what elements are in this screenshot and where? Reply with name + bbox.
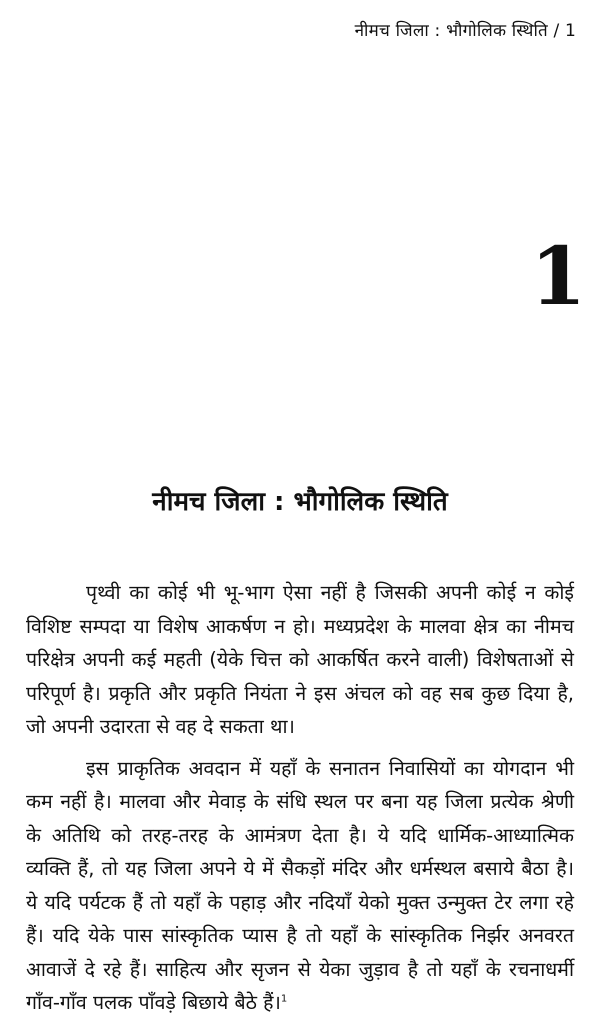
running-header: नीमच जिला : भौगोलिक स्थिति / 1 [354,21,576,41]
chapter-title: नीमच जिला : भौगोलिक स्थिति [152,487,448,517]
paragraph-2 [26,752,574,1020]
footnote-marker: 1 [280,993,288,1005]
body-text [26,576,574,1028]
paragraph-2-text: इस प्राकृतिक अवदान में यहाँ के सनातन निवासियों का योगदान भी कम नहीं है। मालवा और मेवाड़ के संधि स्थल पर बना यह जिला प्रत्येक श्रेणी के अतिथि को तरह-तरह के आमंत्रण देता है। ये यदि धार्मिक-आध्यात्मिक व्यक्ति हैं, तो यह जिला अपने ये में सैकड़ों मंदिर और धर्मस्थल बसाये बैठा है। ये यदि पर्यटक हैं तो यहाँ के पहाड़ और नदियाँ येको मुक्त उन्मुक्त टेर लगा रहे हैं। यदि येके पास सांस्कृतिक प्यास है तो यहाँ के सांस्कृतिक निर्झर अनवरत आवाजें दे रहे हैं। साहित्य और सृजन से येका जुड़ाव है तो यहाँ के रचनाधर्मी गाँव-गाँव पलक पाँवड़े बिछाये बैठे हैं। [26,756,574,1014]
paragraph-1-text: पृथ्वी का कोई भी भू-भाग ऐसा नहीं है जिसकी अपनी कोई न कोई विशिष्ट सम्पदा या विशेष आकर्षण न हो। मध्यप्रदेश के मालवा क्षेत्र का नीमच परिक्षेत्र अपनी कई महती (येके चित्त को आकर्षित करने वाली) विशेषताओं से परिपूर्ण है। प्रकृति और प्रकृति नियंता ने इस अंचल को वह सब कुछ दिया है, जो अपनी उदारता से वह दे सकता था। [26,581,574,738]
chapter-number: 1 [530,229,584,323]
paragraph-1 [26,576,574,744]
